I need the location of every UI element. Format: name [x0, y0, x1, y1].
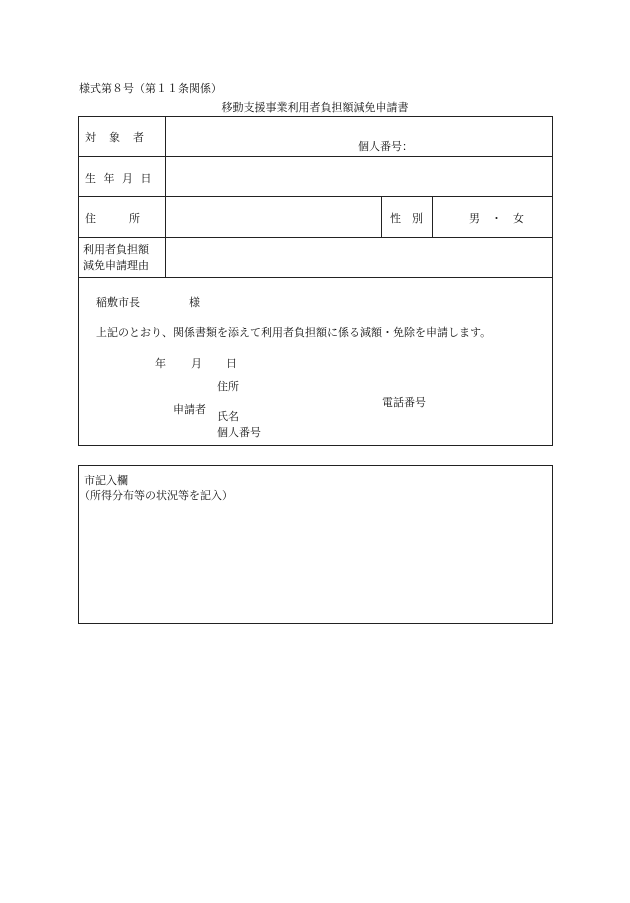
birthdate-label: 生 年 月 日 [85, 172, 154, 185]
subject-label: 対 象 者 [85, 131, 145, 144]
personal-number-label: 個人番号： [358, 140, 413, 153]
application-table [78, 116, 553, 446]
addressee: 稲敷市長 [96, 296, 140, 309]
sex-label: 性 別 [390, 212, 423, 225]
address-label: 住 所 [85, 212, 140, 225]
row-divider [78, 277, 553, 278]
applicant-address-label: 住所 [217, 380, 239, 393]
honorific: 様 [189, 296, 200, 309]
reason-label-line2: 減免申請理由 [83, 259, 149, 272]
form-number: 様式第８号（第１１条関係） [79, 82, 222, 95]
sex-value-divider [432, 196, 433, 237]
reason-label-line1: 利用者負担額 [83, 243, 149, 256]
date-day: 日 [226, 357, 237, 370]
city-section-note: （所得分布等の状況等を記入） [79, 489, 233, 502]
applicant-personal-number-label: 個人番号 [217, 426, 261, 439]
city-section-title: 市記入欄 [84, 474, 128, 487]
date-month: 月 [191, 357, 202, 370]
applicant-name-label: 氏名 [217, 410, 239, 423]
row-divider [78, 156, 553, 157]
date-year: 年 [155, 357, 166, 370]
sex-options: 男 ・ 女 [469, 212, 524, 225]
form-title: 移動支援事業利用者負担額減免申請書 [221, 101, 409, 114]
applicant-label: 申請者 [173, 403, 206, 416]
application-statement: 上記のとおり、関係書類を添えて利用者負担額に係る減額・免除を申請します。 [96, 326, 492, 339]
row-divider [78, 237, 553, 238]
label-column-divider [165, 116, 166, 277]
row-divider [78, 196, 553, 197]
sex-column-divider [381, 196, 382, 237]
phone-label: 電話番号 [382, 396, 426, 409]
